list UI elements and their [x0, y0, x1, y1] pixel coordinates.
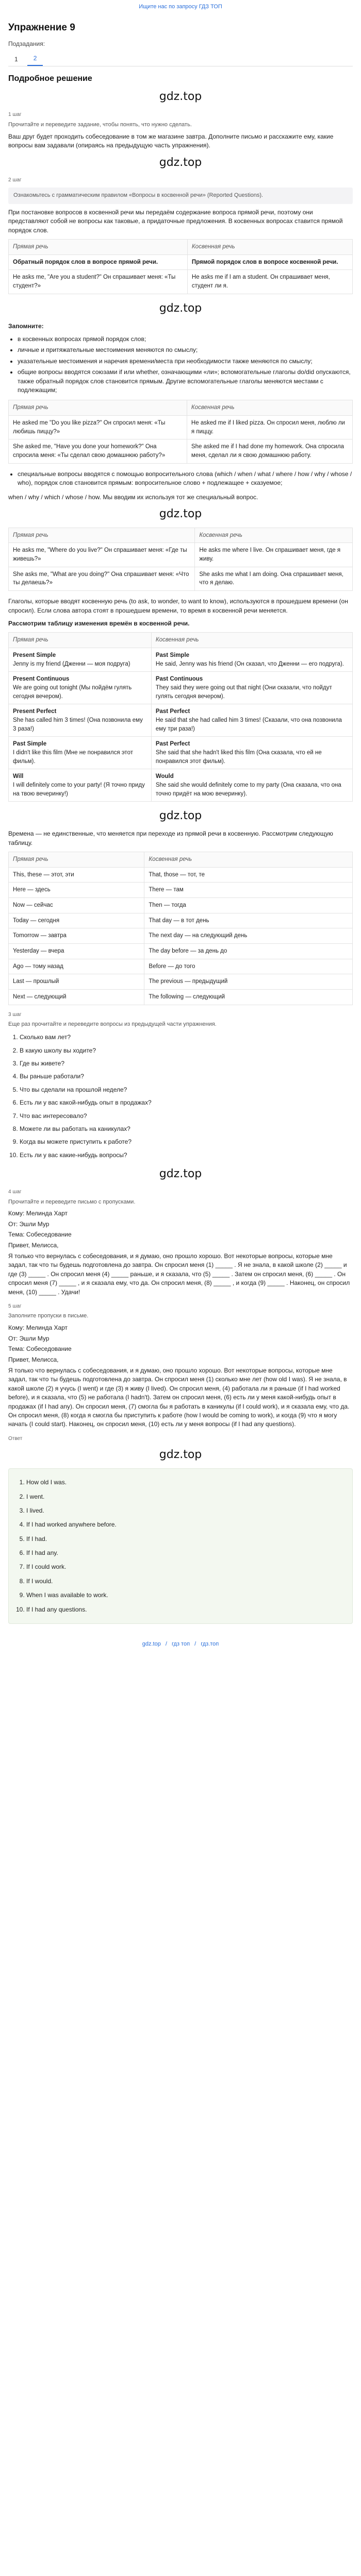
table-row	[9, 913, 353, 928]
list-item: 2. В какую школу вы ходите?	[20, 1046, 353, 1055]
table-row	[9, 270, 353, 294]
tense-example: I didn't like this film (Мне не понравился этот фильм).	[13, 750, 133, 765]
answer-box	[8, 1468, 353, 1624]
table-cell	[151, 704, 352, 737]
intro-text: Ваш друг будет проходить собеседование в том же магазине завтра. Дополните письмо и расскажите ему, какие вопросы вам задавали (опираясь на предыдущую часть упражнения).	[8, 132, 334, 149]
watermark: gdz.top	[159, 156, 202, 169]
table-cell: Next — следующий	[9, 990, 144, 1005]
tense-name: Present Continuous	[13, 676, 70, 683]
subtasks-tabs	[8, 52, 353, 66]
table-cell: Tomorrow — завтра	[9, 928, 144, 944]
tense-name: Past Perfect	[155, 708, 190, 715]
table-time-words	[8, 852, 353, 1005]
list-item: • специальные вопросы вводятся с помощью вопросительного слова (which / when / what / where / how / why / whose / who), порядок слов становится прямым: вопросительное слово + подлежащее + сказуемое;	[18, 470, 353, 488]
table-cell: He asks me, "Where do you live?" Он спрашивает меня: «Где ты живешь?»	[9, 543, 195, 567]
letter-subject: Тема: Собеседование	[8, 1345, 72, 1353]
list-item: 4. If I had worked anywhere before.	[26, 1520, 346, 1529]
table-header: Косвенная речь	[195, 528, 353, 543]
list-item: 8. If I would.	[26, 1577, 346, 1586]
list-item: 1. How old I was.	[26, 1478, 346, 1487]
tense-example: She has called him 3 times! (Она позвонила ему 3 раза!)	[13, 717, 143, 732]
list-item: 5. Что вы сделали на прошлой неделе?	[20, 1086, 353, 1094]
list-item: 4. Вы раньше работали?	[20, 1072, 353, 1081]
tense-example: She said she would definitely come to my party (Она сказала, что она точно придёт на мою вечеринку).	[155, 782, 341, 797]
table-header: Косвенная речь	[151, 633, 352, 648]
tense-example: I will definitely come to your party! (Я точно приду на твою вечеринку!)	[13, 782, 145, 797]
table-header: Косвенная речь	[187, 240, 352, 255]
list-item: 9. Когда вы можете приступить к работе?	[20, 1138, 353, 1146]
step-2-label: 2 шаг	[8, 177, 22, 183]
step-5-label: 5 шаг	[8, 1303, 22, 1309]
time-intro: Времена — не единственные, что меняется при переходе из прямой речи в косвенную. Рассмотрим следующую таблицу.	[8, 830, 333, 846]
list-item: 1. Сколько вам лет?	[20, 1033, 353, 1042]
special-questions-list	[8, 470, 353, 488]
footer-separator: /	[165, 1641, 167, 1648]
table-cell	[151, 672, 352, 704]
footer-link[interactable]: гдз топ	[172, 1641, 190, 1648]
table-cell: Last — прошлый	[9, 974, 144, 990]
table-cell	[151, 769, 352, 802]
tense-intro: Глаголы, которые вводят косвенную речь (to ask, to wonder, to want to know), используются в прошедшем времени (он спросил). Если слова автора стоят в прошедшем времени, то время в косвенной речи меняется.	[8, 598, 348, 614]
tense-name: Past Simple	[155, 652, 190, 658]
table-tenses	[8, 632, 353, 802]
table-cell: The next day — на следующий день	[144, 928, 353, 944]
table-cell: She asks me, "What are you doing?" Она спрашивает меня: «Что ты делаешь?»	[9, 567, 195, 590]
step-4-label: 4 шаг	[8, 1189, 22, 1195]
footer-link[interactable]: гдз.топ	[201, 1641, 219, 1648]
table-cell: He asks me if I am a student. Он спрашивает меня, студент ли я.	[187, 270, 352, 294]
answer-label: Ответ	[8, 1435, 23, 1442]
table-cell: She asked me, "Have you done your homework?" Она спросила меня: «Ты сделал свою домашнюю работу?»	[9, 439, 187, 463]
list-item: 6. Есть ли у вас какой-нибудь опыт в продажах?	[20, 1098, 353, 1107]
tense-heading: Рассмотрим таблицу изменения времён в косвенной речи.	[8, 619, 190, 627]
tense-name: Present Perfect	[13, 708, 57, 715]
list-item: • указательные местоимения и наречия времени/места при необходимости также меняются по смыслу;	[18, 357, 353, 366]
table-row	[9, 543, 353, 567]
table-cell: Прямой порядок слов в вопросе косвенной речи.	[187, 255, 352, 270]
special-question-words: when / why / which / whose / how. Мы вводим их используя тот же специальный вопрос.	[8, 493, 258, 501]
letter-from: От: Эшли Мур	[8, 1220, 50, 1228]
rule-intro: При постановке вопросов в косвенной речи мы передаём содержание вопроса прямой речи, поэтому они представляют собой не вопросы как таковые, а придаточные предложения. В косвенных вопросах ставится прямой порядок слов.	[8, 208, 343, 234]
letter-to: Кому: Мелинда Харт	[8, 1324, 68, 1332]
page-title: Упражнение 9	[8, 22, 75, 33]
table-cell: Today — сегодня	[9, 913, 144, 928]
tense-name: Present Simple	[13, 652, 56, 658]
solution-heading: Подробное решение	[8, 74, 92, 83]
list-item: 3. Где вы живете?	[20, 1059, 353, 1068]
footer-links	[8, 1630, 353, 1659]
watermark: gdz.top	[159, 507, 202, 520]
table-cell: Yesterday — вчера	[9, 944, 144, 959]
list-item: 8. Можете ли вы работать на каникулах?	[20, 1125, 353, 1133]
table-cell	[151, 737, 352, 769]
step-3-desc: Еще раз прочитайте и переведите вопросы из предыдущей части упражнения.	[8, 1021, 217, 1028]
table-row	[9, 439, 353, 463]
tense-example: He said, Jenny was his friend (Он сказал, что Дженни — его подруга).	[155, 660, 344, 667]
watermark: gdz.top	[159, 1448, 202, 1462]
step-1-label: 1 шаг	[8, 112, 22, 118]
table-cell: He asks me where I live. Он спрашивает меня, где я живу.	[195, 543, 353, 567]
list-item: 2. I went.	[26, 1493, 346, 1501]
tense-name: Past Simple	[13, 741, 47, 748]
tense-name: Past Continuous	[155, 676, 203, 683]
table-cell: This, these — этот, эти	[9, 867, 144, 883]
tense-name: Would	[155, 773, 174, 780]
watermark: gdz.top	[159, 301, 202, 315]
letter-greeting: Привет, Мелисса,	[8, 1241, 59, 1249]
step-1-desc: Прочитайте и переведите задание, чтобы понять, что нужно сделать.	[8, 121, 192, 128]
step-3-label: 3 шаг	[8, 1011, 22, 1018]
table-row	[9, 255, 353, 270]
table-cell	[9, 704, 152, 737]
table-word-order	[8, 239, 353, 294]
table-cell: Before — до того	[144, 959, 353, 974]
table-cell: Then — тогда	[144, 898, 353, 913]
letter-filled-body: Я только что вернулась с собеседования, и я думаю, оно прошло хорошо. Вот некоторые вопросы, которые мне задал, так что ты будешь подготовлена до завтра. Он спросил меня (1) сколько мне лет (how old I was). Я не знала, в какой школе (2) я учусь (I went) и где (3) я живу (I lived). Он спросил меня, (4) работала ли я раньше (if I had worked before), и я сказала, что (5) не работала (I hadn't). Затем он спросил меня, (6) есть ли у меня какой-нибудь опыт в продажах (if I had any). Он спросил меня, (7) смогла бы я работать в каникулы (if I could work), и я сказала ему, что да. Он спросил меня, (8) когда я смогла бы приступить к работе (how I would be coming to work), и когда (9) что я могу начать (I could start). Наконец, он спросил меня, (10) есть ли у меня вопросы (if I had any questions).	[8, 1366, 350, 1428]
table-cell: He asks me, "Are you a student?" Он спрашивает меня: «Ты студент?»	[9, 270, 188, 294]
table-cell	[151, 648, 352, 672]
table-cell: He asked me if I liked pizza. Он спросил меня, люблю ли я пиццу.	[187, 416, 352, 439]
table-cell: The previous — предыдущий	[144, 974, 353, 990]
letter-to: Кому: Мелинда Харт	[8, 1210, 68, 1217]
table-row	[9, 704, 353, 737]
questions-list	[8, 1033, 353, 1160]
table-cell: Ago — тому назад	[9, 959, 144, 974]
list-item: • личные и притяжательные местоимения меняются по смыслу;	[18, 346, 353, 354]
letter-body: Я только что вернулась с собеседования, и я думаю, оно прошло хорошо. Вот некоторые вопросы, которые мне задал, так что ты будешь подготовлена до завтра. Он спросил меня (1) _____ . Я не знала, в какой школе (2) _____ и где (3) _____ . Он спросил меня (4) _____ раньше, и я сказала, что (5) _____ . Затем он спросил меня, (6) _____ . Он спросил меня (7) _____ , и я сказала ему, что да. Он спросил меня, (8) _____ , и когда (9) _____ . Наконец, он спросил меня, (10) _____ . Удачи!	[8, 1252, 350, 1296]
table-header: Косвенная речь	[144, 852, 353, 868]
table-cell: He asked me "Do you like pizza?" Он спросил меня: «Ты любишь пиццу?»	[9, 416, 187, 439]
table-cell	[9, 737, 152, 769]
tense-example: They said they were going out that night (Они сказали, что пойдут гулять сегодня вечером).	[155, 685, 332, 700]
tense-name: Will	[13, 773, 24, 780]
list-item: 10. If I had any questions.	[26, 1605, 346, 1614]
table-row	[9, 416, 353, 439]
table-row	[9, 990, 353, 1005]
list-item: 5. If I had.	[26, 1535, 346, 1544]
table-row	[9, 959, 353, 974]
watermark: gdz.top	[159, 1167, 202, 1181]
table-cell: The following — следующий	[144, 990, 353, 1005]
subtask-tab-2[interactable]: 2	[27, 52, 43, 66]
tense-example: He said that she had called him 3 times! (Сказали, что она позвонила ему три раза!)	[155, 717, 342, 732]
table-row	[9, 648, 353, 672]
tense-example: We are going out tonight (Мы пойдём гулять сегодня вечером).	[13, 685, 132, 700]
watermark: gdz.top	[159, 90, 202, 104]
answers-list	[15, 1478, 346, 1614]
table-row	[9, 898, 353, 913]
table-header: Прямая речь	[9, 240, 188, 255]
table-row	[9, 928, 353, 944]
table-cell	[9, 672, 152, 704]
watermark: gdz.top	[159, 809, 202, 823]
table-cell: Обратный порядок слов в вопросе прямой речи.	[9, 255, 188, 270]
list-item: 9. When I was available to work.	[26, 1591, 346, 1600]
list-item: 6. If I had any.	[26, 1549, 346, 1557]
table-special-questions	[8, 528, 353, 591]
table-cell: She asked me if I had done my homework. Она спросила меня, сделал ли я свою домашнюю работу.	[187, 439, 352, 463]
table-cell: She asks me what I am doing. Она спрашивает меня, что я делаю.	[195, 567, 353, 590]
remember-heading: Запомните:	[8, 322, 44, 330]
table-row	[9, 567, 353, 590]
footer-separator: /	[194, 1641, 196, 1648]
letter-subject: Тема: Собеседование	[8, 1231, 72, 1239]
table-cell: The day before — за день до	[144, 944, 353, 959]
step-4-desc: Прочитайте и переведите письмо с пропусками.	[8, 1198, 136, 1205]
table-row	[9, 867, 353, 883]
table-row	[9, 883, 353, 898]
table-row	[9, 737, 353, 769]
table-header: Косвенная речь	[187, 400, 352, 416]
subtask-tab-1[interactable]: 1	[14, 55, 18, 63]
table-header: Прямая речь	[9, 852, 144, 868]
table-cell: That day — в тот день	[144, 913, 353, 928]
letter-greeting: Привет, Мелисса,	[8, 1355, 59, 1363]
table-cell: There — там	[144, 883, 353, 898]
tense-example: She said that she hadn't liked this film (Она сказала, что ей не понравился этот фильм).	[155, 750, 322, 765]
list-item: • в косвенных вопросах прямой порядок слов;	[18, 335, 353, 344]
table-row	[9, 769, 353, 802]
table-cell: That, those — тот, те	[144, 867, 353, 883]
footer-link[interactable]: gdz.top	[142, 1641, 161, 1648]
top-search-link[interactable]: Ищите нас по запросу ГДЗ ТОП	[139, 4, 222, 10]
subtasks-label: Подзадания:	[8, 40, 45, 48]
table-row	[9, 672, 353, 704]
table-row	[9, 974, 353, 990]
list-item: 7. Что вас интересовало?	[20, 1112, 353, 1121]
table-cell	[9, 648, 152, 672]
tense-name: Past Perfect	[155, 741, 190, 748]
list-item: 10. Есть ли у вас какие-нибудь вопросы?	[20, 1151, 353, 1160]
remember-list	[8, 335, 353, 395]
step-2-desc: Ознакомьтесь с грамматическим правилом «Вопросы в косвенной речи» (Reported Questions).	[8, 188, 353, 204]
table-header: Прямая речь	[9, 528, 195, 543]
step-5-desc: Заполните пропуски в письме.	[8, 1313, 89, 1319]
table-header: Прямая речь	[9, 633, 152, 648]
table-cell	[9, 769, 152, 802]
letter-from: От: Эшли Мур	[8, 1334, 50, 1342]
list-item: 7. If I could work.	[26, 1563, 346, 1571]
table-header: Прямая речь	[9, 400, 187, 416]
table-cell: Now — сейчас	[9, 898, 144, 913]
table-general-questions	[8, 400, 353, 463]
list-item: • общие вопросы вводятся союзами if или whether, означающими «ли»; вспомогательные глаголы do/did опускаются, также обратный порядок слов становится прямым. Другие вспомогательные глаголы меняются местами с подлежащим;	[18, 368, 353, 395]
table-row	[9, 944, 353, 959]
tense-example: Jenny is my friend (Дженни — моя подруга)	[13, 660, 130, 667]
list-item: 3. I lived.	[26, 1506, 346, 1515]
table-cell: Here — здесь	[9, 883, 144, 898]
